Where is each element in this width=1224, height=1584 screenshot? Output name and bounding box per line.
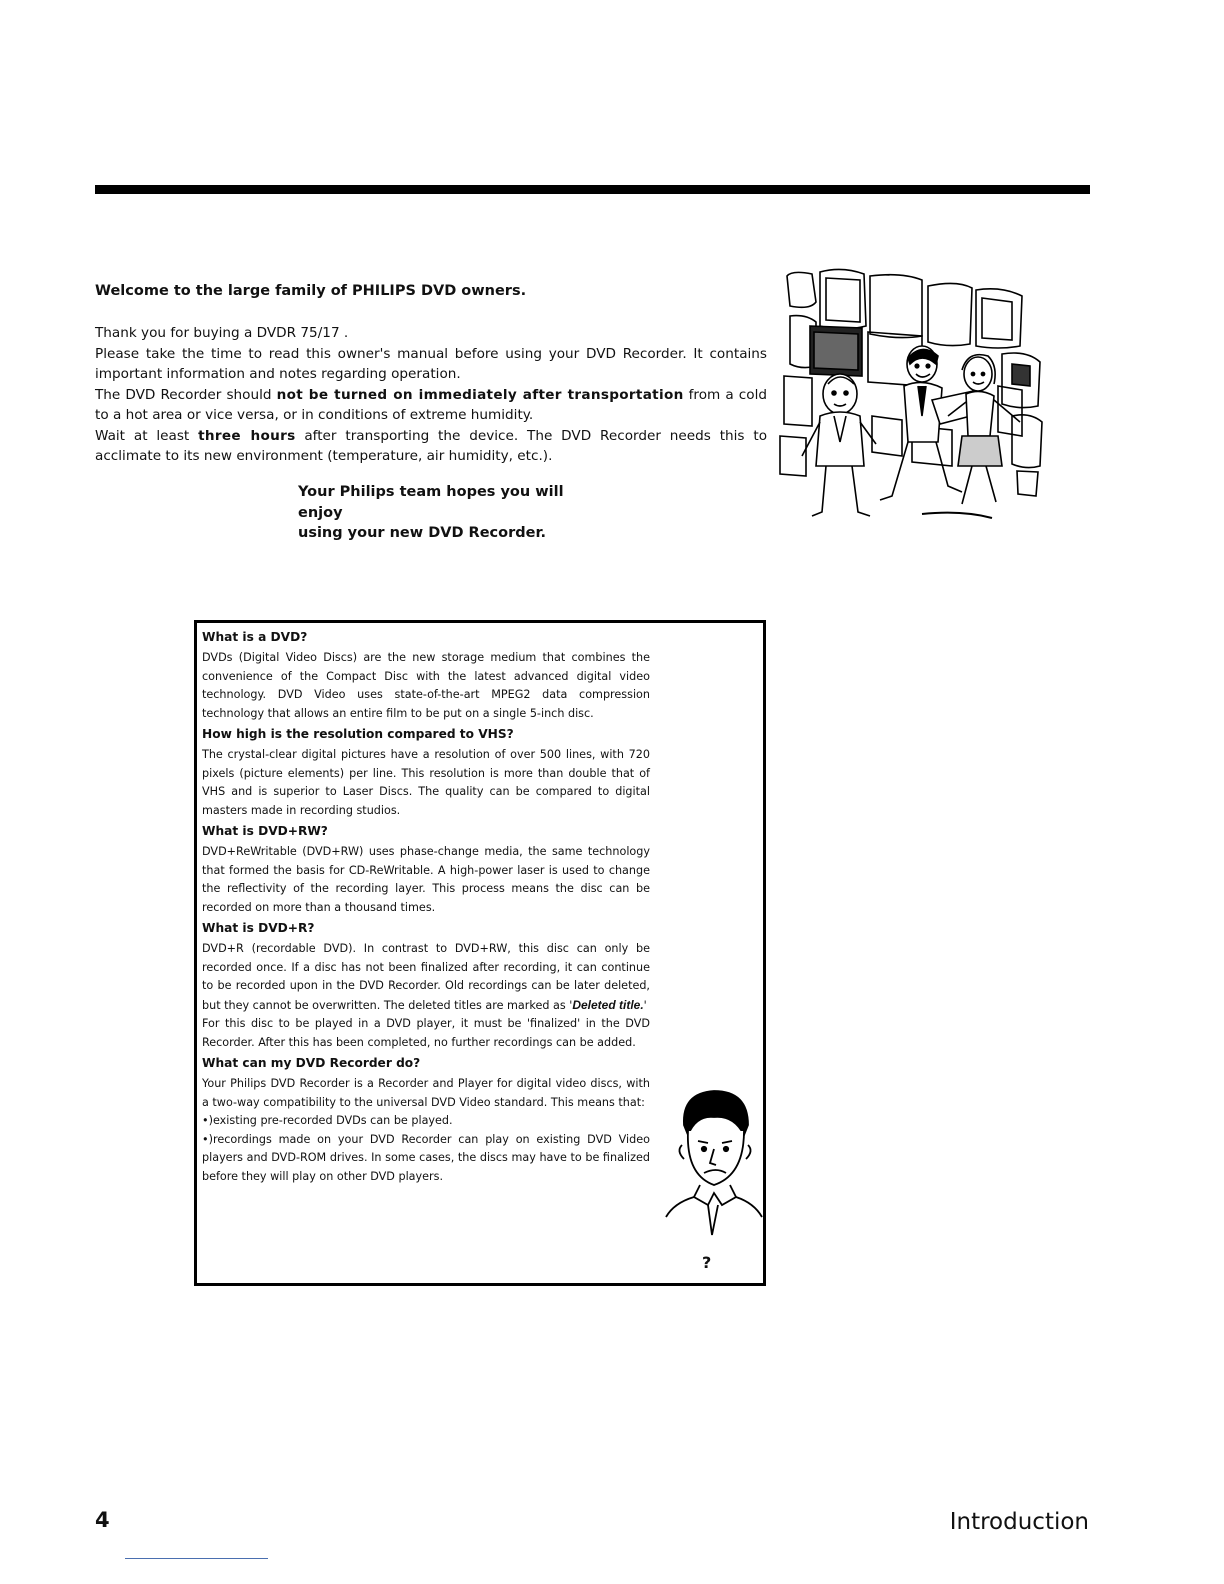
closing-message bbox=[298, 482, 564, 544]
deleted-title-label: Deleted title. bbox=[572, 997, 644, 1012]
confused-man-illustration bbox=[664, 1085, 764, 1280]
tv-wall-people-illustration bbox=[772, 266, 1047, 526]
faq-answer: DVD+ReWritable (DVD+RW) uses phase-change media, the same technology that formed the basis for CD-ReWritable. A high-power laser is used to change the reflectivity of the recording layer. This process means the disc can be recorded on more than a thousand times. bbox=[202, 845, 650, 914]
welcome-heading: Welcome to the large family of PHILIPS DVD owners. bbox=[95, 283, 527, 299]
faq-content bbox=[202, 629, 650, 1186]
faq-answer: The crystal-clear digital pictures have a resolution of over 500 lines, with 720 pixels (picture elements) per line. This resolution is more than double that of VHS and is superior to Laser Discs. The quality can be compared to digital masters made in recording studios. bbox=[202, 748, 650, 817]
faq-answer-text-end: ' bbox=[643, 998, 647, 1012]
transport-text-a: The DVD Recorder should bbox=[95, 386, 277, 403]
question-mark: ? bbox=[702, 1253, 712, 1272]
wait-duration: three hours bbox=[198, 427, 296, 444]
bottom-divider bbox=[125, 1558, 268, 1559]
faq-answer-finalize: For this disc to be played in a DVD player, it must be 'finalized' in the DVD Recorder. After this has been completed, no further recordings can be added. bbox=[202, 1017, 650, 1049]
intro-text bbox=[95, 323, 767, 467]
transport-warning: not be turned on immediately after transportation bbox=[276, 386, 684, 403]
section-title: Introduction bbox=[949, 1509, 1089, 1535]
intro-thanks: Thank you for buying a DVDR 75/17 . bbox=[95, 325, 349, 341]
closing-line-1: Your Philips team hopes you will bbox=[298, 484, 564, 500]
closing-line-3: using your new DVD Recorder. bbox=[298, 525, 547, 541]
intro-paragraph-read: Please take the time to read this owner's manual before using your DVD Recorder. It contains important information and notes regarding operation. bbox=[95, 345, 767, 382]
wait-text-a: Wait at least bbox=[95, 427, 199, 444]
faq-answer: Your Philips DVD Recorder is a Recorder and Player for digital video discs, with a two-way compatibility to the universal DVD Video standard. This means that: bbox=[202, 1077, 650, 1109]
transport-text-b: from a cold to a hot area or vice versa, or in conditions of extreme humidity. bbox=[95, 386, 767, 423]
intro-paragraph-wait bbox=[95, 426, 767, 467]
faq-answer bbox=[202, 940, 650, 1015]
faq-question: What is DVD+R? bbox=[202, 921, 315, 935]
faq-bullet: •)existing pre-recorded DVDs can be played. bbox=[202, 1114, 453, 1127]
top-rule bbox=[95, 185, 1090, 194]
faq-question: What is DVD+RW? bbox=[202, 824, 328, 838]
page-number: 4 bbox=[95, 1508, 110, 1532]
faq-question: What can my DVD Recorder do? bbox=[202, 1056, 421, 1070]
wait-text-b: after transporting the device. The DVD Recorder needs this to acclimate to its new environment (temperature, air humidity, etc.). bbox=[95, 427, 768, 464]
closing-line-2: enjoy bbox=[298, 504, 343, 521]
intro-paragraph-transport bbox=[95, 385, 767, 426]
faq-answer-text: DVD+R (recordable DVD). In contrast to DVD+RW, this disc can only be recorded once. If a disc has not been finalized after recording, it can continue to be recorded upon in the DVD Recorder. Old recordings can be later deleted, but they cannot be overwritten. The deleted titles are marked as ' bbox=[202, 942, 650, 1012]
faq-question: How high is the resolution compared to VHS? bbox=[202, 727, 514, 741]
faq-bullet: •)recordings made on your DVD Recorder can play on existing DVD Video players and DVD-ROM drives. In some cases, the discs may have to be finalized before they will play on other DVD players. bbox=[202, 1132, 650, 1183]
faq-answer: DVDs (Digital Video Discs) are the new storage medium that combines the convenience of the Compact Disc with the latest advanced digital video technology. DVD Video uses state-of-the-art MPEG2 data compression technology that allows an entire film to be put on a single 5-inch disc. bbox=[202, 651, 650, 720]
faq-question: What is a DVD? bbox=[202, 630, 308, 644]
